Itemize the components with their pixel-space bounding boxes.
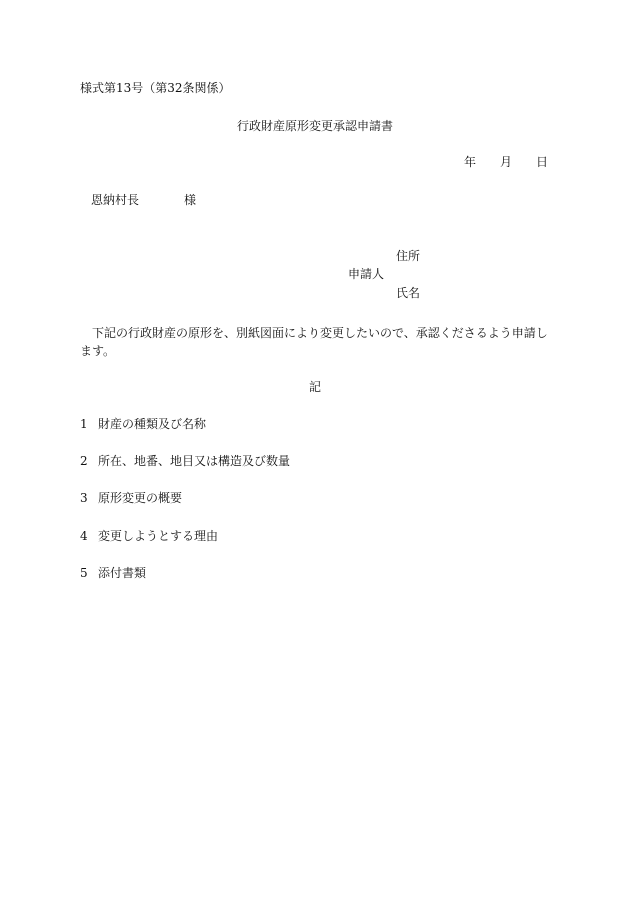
item-text: 所在、地番、地目又は構造及び数量 (98, 454, 291, 468)
item-number: 5 (80, 566, 88, 580)
item-text: 添付書類 (98, 566, 147, 580)
form-number: 様式第13号（第32条関係） (80, 81, 231, 95)
date-day-label: 日 (536, 155, 549, 169)
document-title: 行政財産原形変更承認申請書 (236, 119, 393, 133)
applicant-name-label: 氏名 (396, 286, 421, 300)
recipient-honorific: 様 (184, 193, 197, 207)
list-item (80, 455, 290, 467)
date-month-label: 月 (500, 155, 513, 169)
applicant-label: 申請人 (348, 267, 385, 281)
application-body-text: 下記の行政財産の原形を、別紙図面により変更したいので、承認くださるよう申請します。 (80, 326, 548, 358)
list-item (80, 492, 182, 504)
recipient-name: 恩納村長 (91, 193, 140, 207)
item-text: 変更しようとする理由 (98, 529, 219, 543)
item-number: 1 (80, 417, 88, 431)
item-text: 財産の種類及び名称 (98, 417, 207, 431)
item-number: 4 (80, 529, 88, 543)
item-number: 3 (80, 491, 88, 505)
list-item (80, 530, 218, 542)
item-number: 2 (80, 454, 88, 468)
list-item (80, 567, 146, 579)
list-item (80, 418, 206, 430)
applicant-address-label: 住所 (396, 249, 421, 263)
item-text: 原形変更の概要 (98, 491, 183, 505)
date-year-label: 年 (464, 155, 477, 169)
ki-heading: 記 (308, 380, 321, 394)
